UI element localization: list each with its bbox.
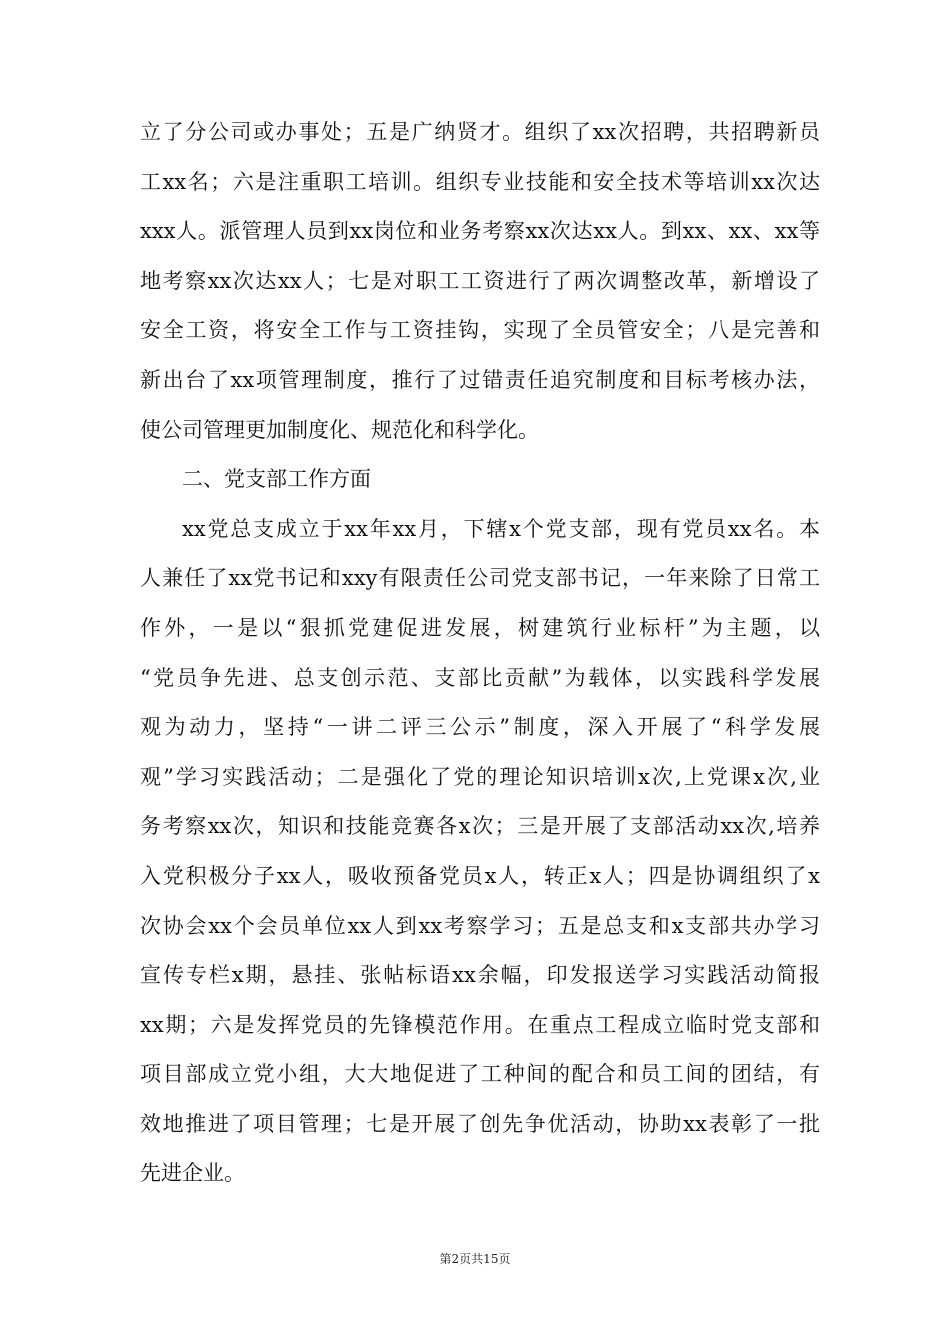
text-line: 立了分公司或办事处；五是广纳贤才。组织了xx次招聘，共招聘新员 [140,120,820,144]
text-line: 观为动力，坚持“一讲二评三公示”制度，深入开展了“科学发展 [140,715,820,740]
text-line: 作外，一是以“狠抓党建促进发展，树建筑行业标杆”为主题，以 [140,615,820,640]
text-line: 次协会xx个会员单位xx人到xx考察学习；五是总支和x支部共办学习 [140,913,820,938]
text-line: 项目部成立党小组，大大地促进了工种间的配合和员工间的团结，有 [140,1062,820,1087]
text-line: 观”学习实践活动；二是强化了党的理论知识培训x次,上党课x次,业 [140,764,820,789]
text-line: 宣传专栏x期，悬挂、张帖标语xx余幅，印发报送学习实践活动简报 [140,963,820,988]
text-line: 效地推进了项目管理；七是开展了创先争优活动，协助xx表彰了一批 [140,1111,820,1136]
text-line: 务考察xx次，知识和技能竞赛各x次；三是开展了支部活动xx次,培养 [140,814,820,839]
text-line: 入党积极分子xx人，吸收预备党员x人，转正x人；四是协调组织了x [140,863,820,888]
text-line: 先进企业。 [140,1161,245,1186]
document-body [140,108,820,1199]
text-line: 工xx名；六是注重职工培训。组织专业技能和安全技术等培训xx次达 [140,169,820,194]
section-heading: 二、党支部工作方面 [182,467,371,492]
text-line: xx期；六是发挥党员的先锋模范作用。在重点工程成立临时党支部和 [140,1012,820,1037]
text-line: 人兼任了xx党书记和xxy有限责任公司党支部书记，一年来除了日常工 [140,566,820,591]
text-line: xxx人。派管理人员到xx岗位和业务考察xx次达xx人。到xx、xx、xx等 [140,219,820,244]
paragraph-party-branch [140,505,820,1199]
text-line: 新出台了xx项管理制度，推行了过错责任追究制度和目标考核办法， [140,367,820,392]
text-line: xx党总支成立于xx年xx月，下辖x个党支部，现有党员xx名。本 [182,516,820,541]
text-line: “党员争先进、总支创示范、支部比贡献”为载体，以实践科学发展 [140,665,820,690]
paragraph-company-management [140,108,820,455]
text-line: 使公司管理更加制度化、规范化和科学化。 [140,417,539,442]
page-number-footer: 第2页共15页 [439,1252,511,1266]
text-line: 安全工资，将安全工作与工资挂钩，实现了全员管安全；八是完善和 [140,318,820,343]
text-line: 地考察xx次达xx人；七是对职工工资进行了两次调整改革，新增设了 [140,268,820,293]
